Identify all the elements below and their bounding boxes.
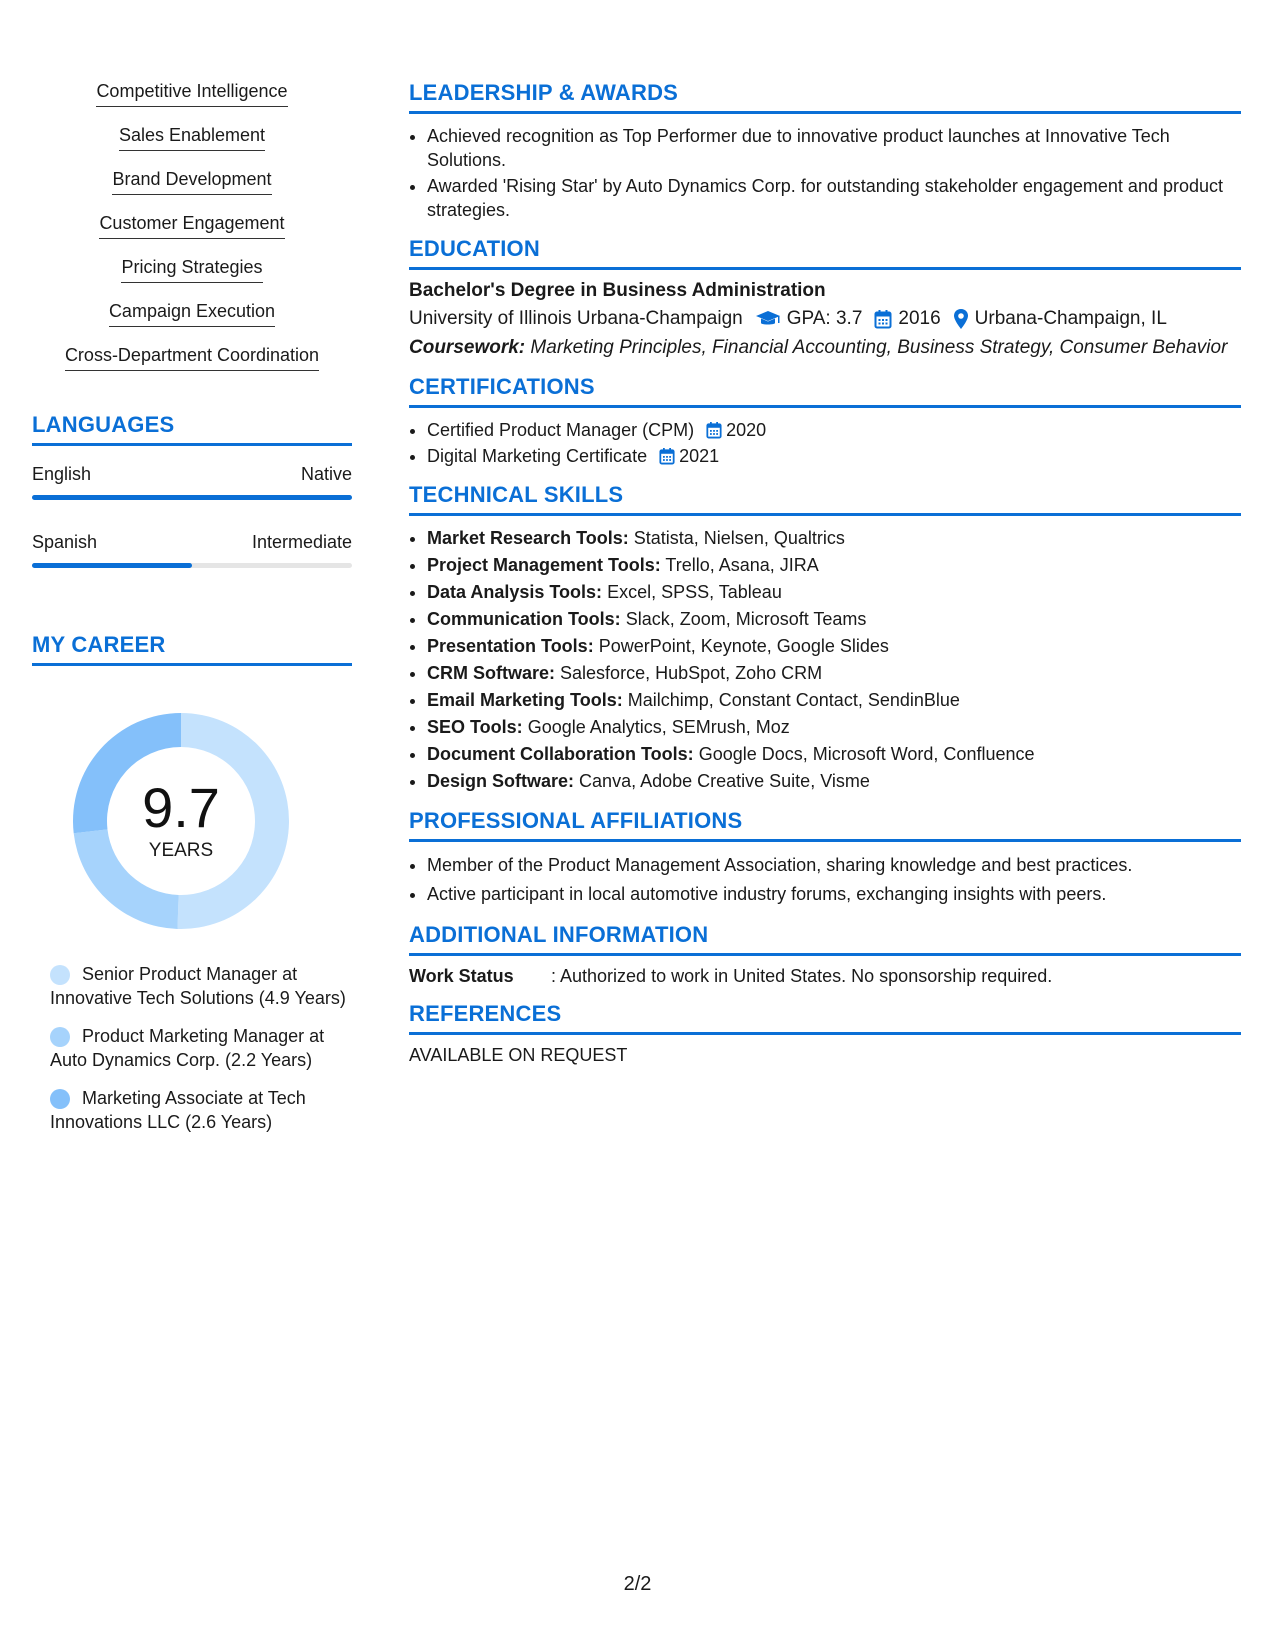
tech-skill-item [427,661,1241,686]
section-heading: LEADERSHIP & AWARDS [409,80,1241,114]
tech-skill-label: Data Analysis Tools: [427,582,603,602]
list-item: • Member of the Product Management Association, sharing knowledge and best practices. [427,852,1241,879]
skill-item: Brand Development [112,168,271,195]
skill-item: Competitive Intelligence [96,80,287,107]
tech-skill-item [427,742,1241,767]
tech-skill-item [427,769,1241,794]
gpa: GPA: 3.7 [786,308,863,329]
legend-label: Product Marketing Manager at Auto Dynamics Corp. (2.2 Years) [50,1026,325,1070]
legend-item [50,1024,352,1072]
certification-year: 2020 [726,420,767,440]
legend-dot [50,1089,70,1109]
coursework-label: Coursework: [409,337,526,358]
tech-skill-label: Design Software: [427,771,575,791]
tech-skill-value: Statista, Nielsen, Qualtrics [633,528,845,548]
tech-skill-item [427,688,1241,713]
additional-info-section [409,922,1241,987]
tech-skill-value: Trello, Asana, JIRA [665,555,819,575]
tech-skill-value: Excel, SPSS, Tableau [607,582,782,602]
section-heading: EDUCATION [409,236,1241,270]
tech-skill-value: Google Docs, Microsoft Word, Confluence [698,744,1035,764]
language-level: Intermediate [251,532,352,552]
references-text: AVAILABLE ON REQUEST [409,1045,628,1065]
legend-dot [50,1027,70,1047]
calendar-icon [874,309,892,329]
career-donut-chart [66,706,296,936]
left-column [32,80,352,1148]
skill-item: Cross-Department Coordination [65,344,319,371]
tech-skill-label: Market Research Tools: [427,528,629,548]
education-details [409,308,1241,330]
calendar-icon [659,447,675,465]
section-heading: PROFESSIONAL AFFILIATIONS [409,808,1241,842]
affiliations-section [409,808,1241,908]
tech-skill-item [427,526,1241,551]
certification-year: 2021 [679,446,720,466]
location-pin-icon [953,308,969,330]
tech-skill-item [427,634,1241,659]
languages-heading: LANGUAGES [32,412,352,446]
section-heading: TECHNICAL SKILLS [409,482,1241,516]
work-status-value: : Authorized to work in United States. No sponsorship required. [551,966,1053,986]
certification-item [427,444,1241,468]
tech-skill-label: Document Collaboration Tools: [427,744,694,764]
coursework-list: Marketing Principles, Financial Accounting, Business Strategy, Consumer Behavior [530,337,1228,358]
tech-skill-label: Project Management Tools: [427,555,661,575]
list-item: • Awarded 'Rising Star' by Auto Dynamics Corp. for outstanding stakeholder engagement and product strategies. [427,174,1241,222]
career-total: 9.7 [142,776,220,839]
education-section [409,236,1241,360]
skill-item: Campaign Execution [109,300,275,327]
skill-item: Pricing Strategies [121,256,262,283]
graduation-cap-icon [755,309,781,329]
tech-skill-label: Communication Tools: [427,609,621,629]
coursework [409,336,1241,360]
right-column [409,80,1241,1080]
language-english [32,464,352,500]
skill-item: Sales Enablement [119,124,265,151]
technical-skills-section [409,482,1241,794]
tech-skill-item [427,607,1241,632]
certification-name: • Certified Product Manager (CPM) [427,420,695,440]
skills-list [32,80,352,388]
legend-item [50,1086,352,1134]
work-status-label: Work Status [409,966,514,986]
school: University of Illinois Urbana-Champaign [409,308,743,329]
tech-skill-label: CRM Software: [427,663,556,683]
career-legend [32,962,352,1134]
tech-skill-item [427,580,1241,605]
certification-item [427,418,1241,442]
language-bar-fill [32,495,352,500]
certification-name: • Digital Marketing Certificate [427,446,648,466]
calendar-icon [706,421,722,439]
language-name: Spanish [32,532,98,552]
legend-dot [50,965,70,985]
language-level: Native [300,464,352,484]
legend-item [50,962,352,1010]
degree: Bachelor's Degree in Business Administration [409,280,826,301]
tech-skill-label: Presentation Tools: [427,636,594,656]
career-unit: YEARS [148,840,214,861]
language-bar-fill [32,563,192,568]
skill-item: Customer Engagement [99,212,284,239]
career-heading: MY CAREER [32,632,352,666]
language-bar [32,495,352,500]
tech-skill-value: Salesforce, HubSpot, Zoho CRM [560,663,823,683]
list-item: • Active participant in local automotive industry forums, exchanging insights with peers. [427,881,1241,908]
leadership-section [409,80,1241,222]
section-heading: REFERENCES [409,1001,1241,1035]
tech-skill-value: Mailchimp, Constant Contact, SendinBlue [627,690,960,710]
language-name: English [32,464,92,484]
tech-skill-item [427,553,1241,578]
certifications-section [409,374,1241,468]
language-spanish [32,532,352,568]
list-item: • Achieved recognition as Top Performer due to innovative product launches at Innovative Tech Solutions. [427,124,1241,172]
tech-skill-value: Canva, Adobe Creative Suite, Visme [579,771,870,791]
legend-label: Senior Product Manager at Innovative Tech Solutions (4.9 Years) [50,964,346,1008]
language-bar [32,563,352,568]
grad-year: 2016 [898,308,941,329]
tech-skill-value: PowerPoint, Keynote, Google Slides [598,636,889,656]
page-number: 2/2 [623,1573,652,1595]
location: Urbana-Champaign, IL [974,308,1167,329]
tech-skill-label: Email Marketing Tools: [427,690,623,710]
legend-label: Marketing Associate at Tech Innovations LLC (2.6 Years) [50,1088,306,1132]
section-heading: CERTIFICATIONS [409,374,1241,408]
tech-skill-item [427,715,1241,740]
section-heading: ADDITIONAL INFORMATION [409,922,1241,956]
references-section [409,1001,1241,1066]
tech-skill-value: Google Analytics, SEMrush, Moz [527,717,790,737]
tech-skill-value: Slack, Zoom, Microsoft Teams [625,609,867,629]
tech-skill-label: SEO Tools: [427,717,523,737]
